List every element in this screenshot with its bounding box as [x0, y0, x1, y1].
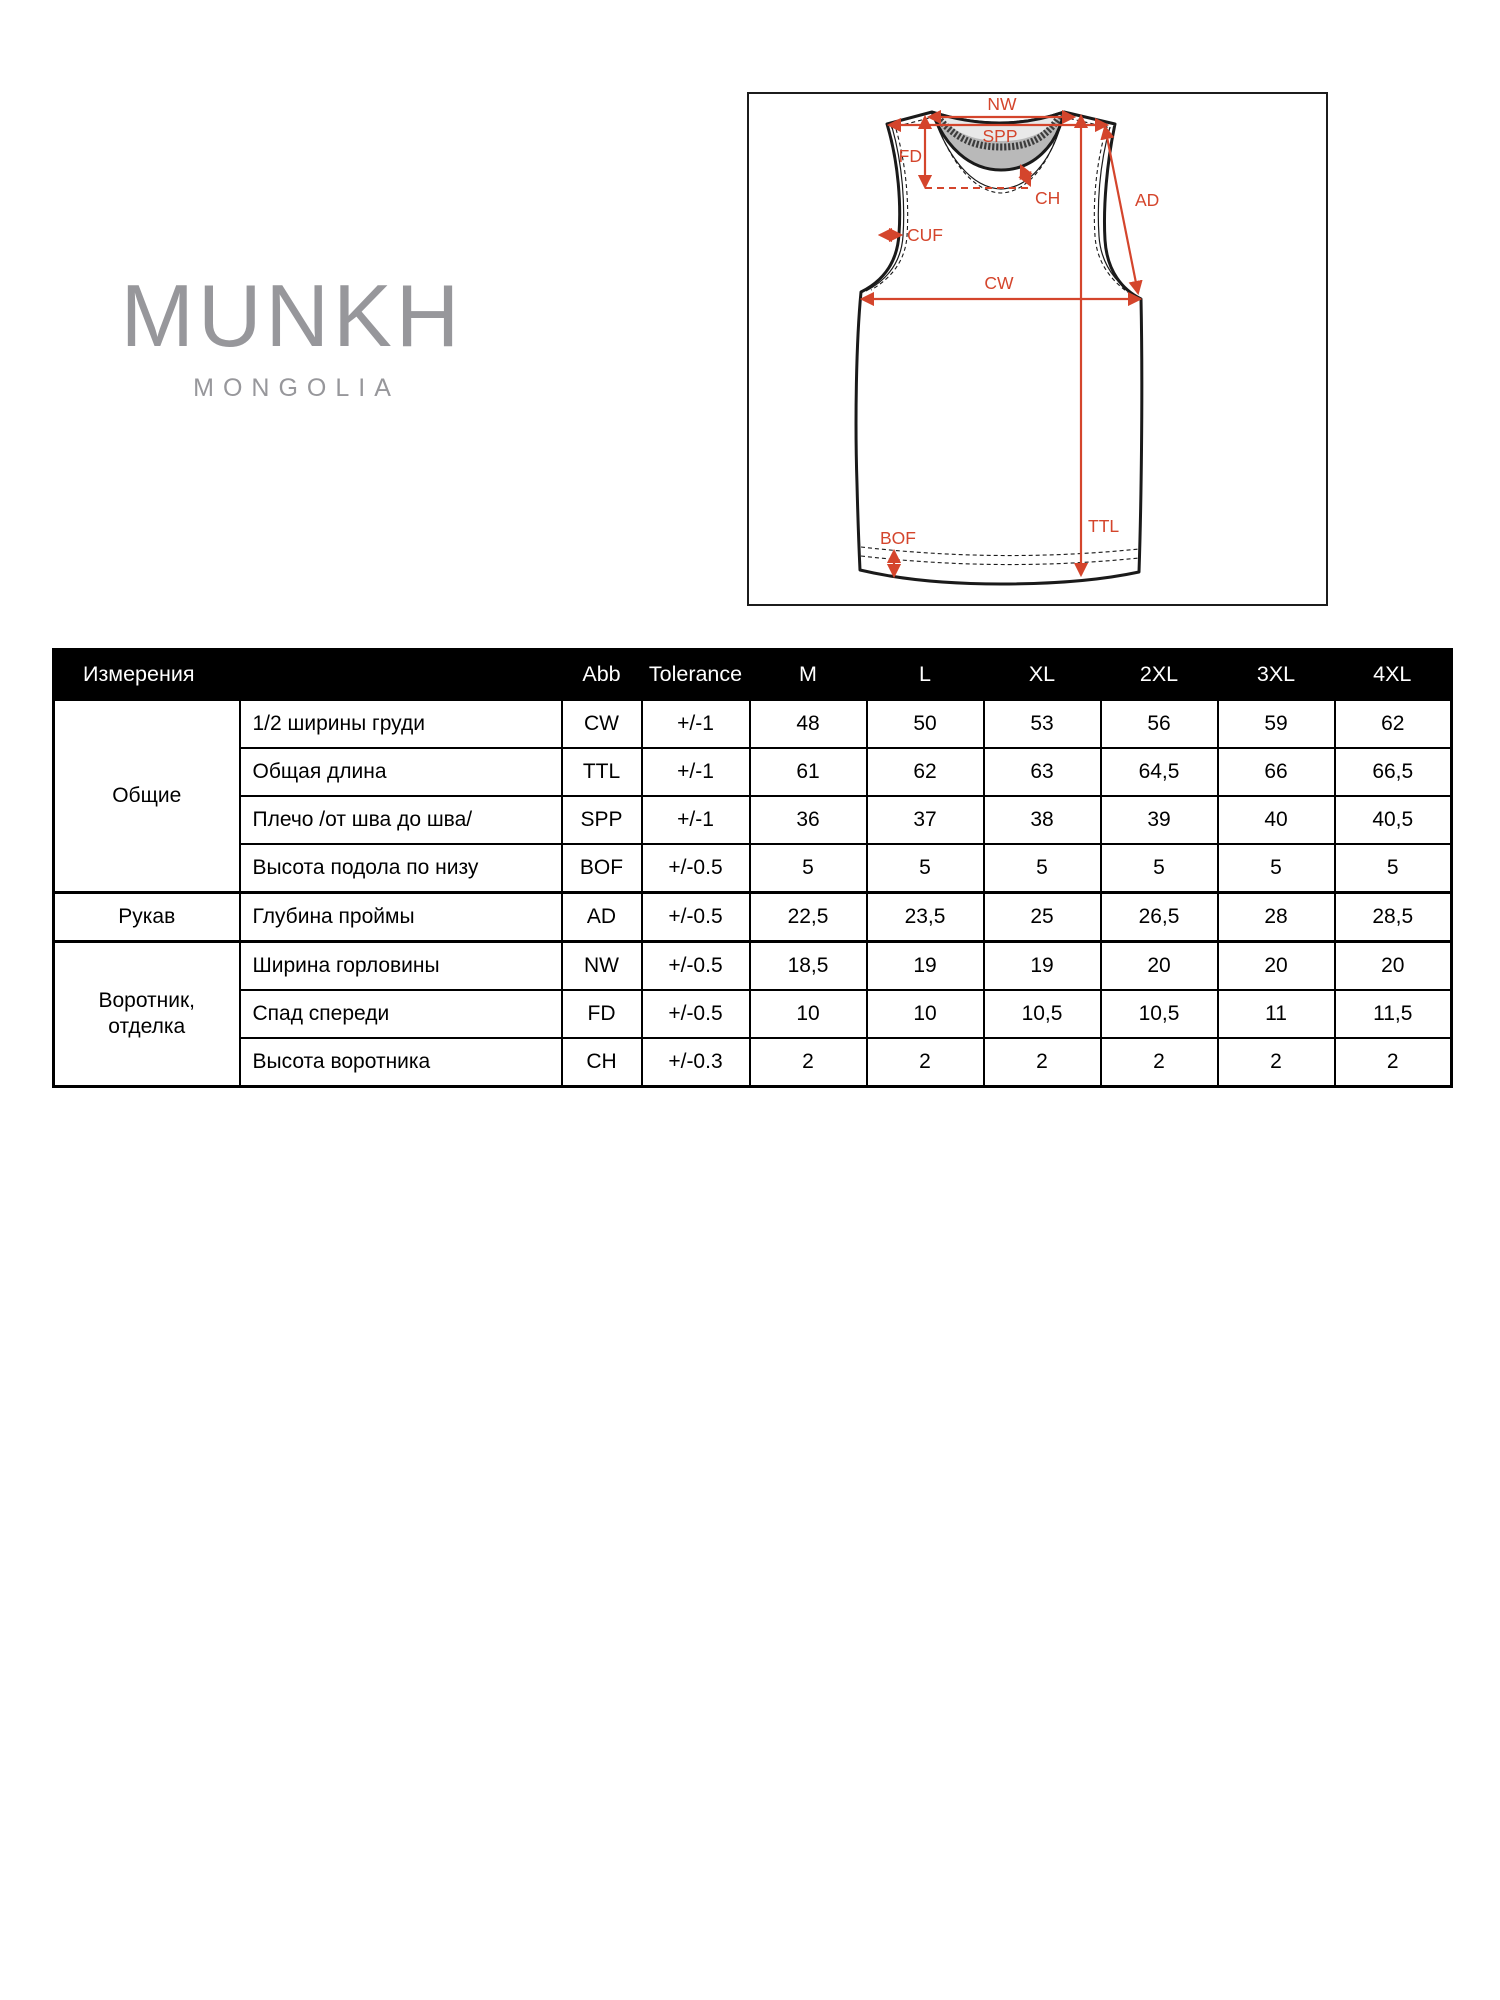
size-value-cell: 40,5	[1335, 796, 1452, 844]
brand-subtitle: MONGOLIA	[193, 374, 400, 402]
ch-label: CH	[1035, 188, 1061, 208]
size-value-cell: 59	[1218, 700, 1335, 749]
abb-cell: AD	[562, 893, 642, 942]
header-size-m: M	[750, 650, 867, 700]
abb-cell: CW	[562, 700, 642, 749]
measurement-table	[52, 648, 1453, 1088]
spp-label: SPP	[982, 126, 1018, 146]
garment-outline	[856, 112, 1142, 584]
tank-top-drawing	[749, 94, 1326, 604]
size-value-cell: 2	[1335, 1038, 1452, 1087]
measure-name-cell: Плечо /от шва до шва/	[240, 796, 562, 844]
size-value-cell: 2	[867, 1038, 984, 1087]
header-abb: Abb	[562, 650, 642, 700]
size-value-cell: 10,5	[984, 990, 1101, 1038]
cw-label: CW	[984, 273, 1014, 293]
abb-cell: SPP	[562, 796, 642, 844]
header-size-4xl: 4XL	[1335, 650, 1452, 700]
header-tolerance: Tolerance	[642, 650, 750, 700]
bof-label: BOF	[880, 528, 916, 548]
size-value-cell: 48	[750, 700, 867, 749]
brand-name: MUNKH	[120, 266, 464, 365]
ttl-label: TTL	[1088, 516, 1120, 536]
size-value-cell: 20	[1218, 942, 1335, 991]
abb-cell: TTL	[562, 748, 642, 796]
size-value-cell: 2	[984, 1038, 1101, 1087]
size-value-cell: 23,5	[867, 893, 984, 942]
size-value-cell: 2	[1101, 1038, 1218, 1087]
abb-cell: BOF	[562, 844, 642, 893]
cuf-label: CUF	[907, 225, 943, 245]
measure-name-cell: Глубина проймы	[240, 893, 562, 942]
measure-name-cell: Спад спереди	[240, 990, 562, 1038]
measure-name-cell: Общая длина	[240, 748, 562, 796]
size-value-cell: 66,5	[1335, 748, 1452, 796]
size-value-cell: 28,5	[1335, 893, 1452, 942]
size-value-cell: 64,5	[1101, 748, 1218, 796]
size-value-cell: 62	[1335, 700, 1452, 749]
size-value-cell: 63	[984, 748, 1101, 796]
size-value-cell: 11,5	[1335, 990, 1452, 1038]
garment-diagram	[747, 92, 1328, 606]
table-row	[54, 990, 1452, 1038]
size-value-cell: 28	[1218, 893, 1335, 942]
header-size-xl: XL	[984, 650, 1101, 700]
size-value-cell: 36	[750, 796, 867, 844]
size-value-cell: 38	[984, 796, 1101, 844]
table-header-row	[54, 650, 1452, 700]
size-value-cell: 5	[1335, 844, 1452, 893]
table-row	[54, 844, 1452, 893]
nw-label: NW	[987, 94, 1017, 114]
size-value-cell: 25	[984, 893, 1101, 942]
size-value-cell: 11	[1218, 990, 1335, 1038]
size-value-cell: 20	[1101, 942, 1218, 991]
abb-cell: NW	[562, 942, 642, 991]
size-value-cell: 66	[1218, 748, 1335, 796]
header-measurements: Измерения	[54, 650, 562, 700]
tolerance-cell: +/-0.5	[642, 990, 750, 1038]
ad-label: AD	[1135, 190, 1160, 210]
size-value-cell: 26,5	[1101, 893, 1218, 942]
header-size-3xl: 3XL	[1218, 650, 1335, 700]
size-value-cell: 53	[984, 700, 1101, 749]
abb-cell: FD	[562, 990, 642, 1038]
table-row	[54, 942, 1452, 991]
size-value-cell: 50	[867, 700, 984, 749]
size-value-cell: 5	[1218, 844, 1335, 893]
group-cell-vorotnik: Воротник, отделка	[54, 942, 240, 1087]
size-value-cell: 2	[1218, 1038, 1335, 1087]
abb-cell: CH	[562, 1038, 642, 1087]
tolerance-cell: +/-0.3	[642, 1038, 750, 1087]
header-size-2xl: 2XL	[1101, 650, 1218, 700]
tolerance-cell: +/-1	[642, 796, 750, 844]
measure-name-cell: Ширина горловины	[240, 942, 562, 991]
size-value-cell: 22,5	[750, 893, 867, 942]
group-cell-rukav: Рукав	[54, 893, 240, 942]
size-value-cell: 10	[750, 990, 867, 1038]
group-cell-obschie: Общие	[54, 700, 240, 893]
table-row	[54, 748, 1452, 796]
size-value-cell: 40	[1218, 796, 1335, 844]
tolerance-cell: +/-1	[642, 748, 750, 796]
size-value-cell: 10,5	[1101, 990, 1218, 1038]
size-value-cell: 5	[1101, 844, 1218, 893]
size-value-cell: 61	[750, 748, 867, 796]
tolerance-cell: +/-0.5	[642, 942, 750, 991]
table-row	[54, 700, 1452, 749]
size-value-cell: 5	[750, 844, 867, 893]
measure-name-cell: Высота воротника	[240, 1038, 562, 1087]
size-value-cell: 10	[867, 990, 984, 1038]
table-row	[54, 893, 1452, 942]
measure-name-cell: Высота подола по низу	[240, 844, 562, 893]
measure-name-cell: 1/2 ширины груди	[240, 700, 562, 749]
size-value-cell: 5	[867, 844, 984, 893]
size-value-cell: 19	[867, 942, 984, 991]
size-value-cell: 18,5	[750, 942, 867, 991]
table-row	[54, 796, 1452, 844]
size-value-cell: 2	[750, 1038, 867, 1087]
tolerance-cell: +/-0.5	[642, 844, 750, 893]
size-value-cell: 37	[867, 796, 984, 844]
size-value-cell: 20	[1335, 942, 1452, 991]
size-value-cell: 56	[1101, 700, 1218, 749]
tolerance-cell: +/-1	[642, 700, 750, 749]
brand-logo	[112, 266, 472, 403]
size-value-cell: 39	[1101, 796, 1218, 844]
table-row	[54, 1038, 1452, 1087]
tolerance-cell: +/-0.5	[642, 893, 750, 942]
fd-label: FD	[898, 146, 922, 166]
header-size-l: L	[867, 650, 984, 700]
size-value-cell: 19	[984, 942, 1101, 991]
size-value-cell: 62	[867, 748, 984, 796]
size-value-cell: 5	[984, 844, 1101, 893]
